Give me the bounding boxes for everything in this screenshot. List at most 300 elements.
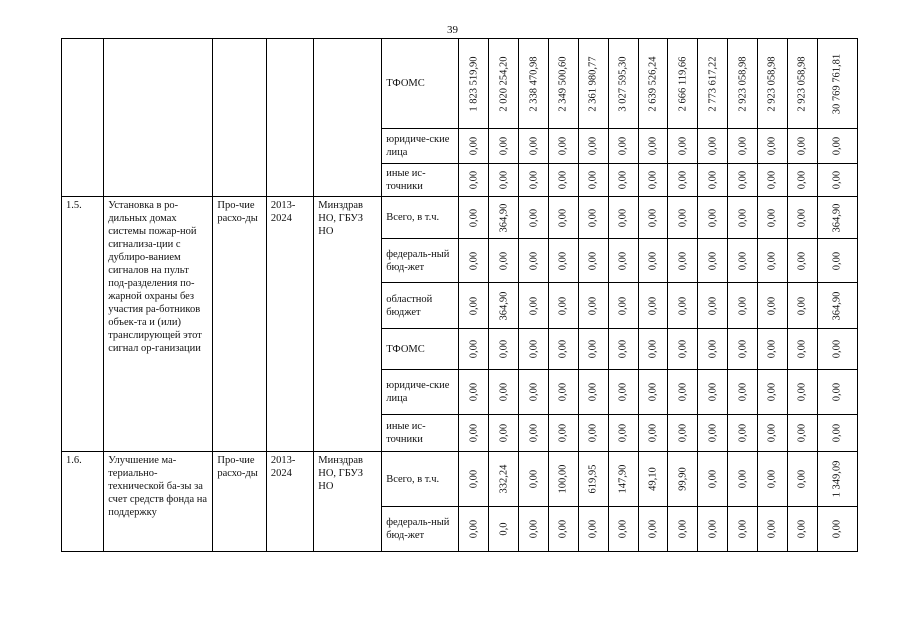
- amount-value: 0,00: [831, 251, 843, 270]
- year-value-cell: [549, 197, 579, 239]
- amount-value: 0,00: [557, 382, 569, 402]
- year-value-cell: [578, 283, 608, 329]
- amount-value: 0,00: [528, 251, 540, 270]
- year-value-cell: [698, 164, 728, 197]
- amount-value: 364,90: [498, 291, 510, 320]
- amount-value: 0,00: [587, 519, 599, 539]
- amount-value: 0,00: [796, 170, 808, 190]
- budget-table: [61, 38, 858, 552]
- year-value-cell: [668, 129, 698, 164]
- year-value-cell: [549, 239, 579, 283]
- total-value-cell: [817, 452, 857, 507]
- amount-value: 0,00: [737, 170, 749, 190]
- year-value-cell: [638, 452, 668, 507]
- amount-value: 0,00: [557, 339, 569, 359]
- year-value-cell: [489, 415, 519, 452]
- amount-value: 0,00: [617, 519, 629, 539]
- amount-value: 3 027 595,30: [617, 55, 629, 112]
- funding-source: иные ис-точники: [382, 415, 459, 452]
- amount-value: 0,00: [617, 170, 629, 190]
- year-value-cell: [728, 370, 758, 415]
- year-value-cell: [698, 197, 728, 239]
- amount-value: 0,00: [528, 519, 540, 539]
- year-value-cell: [489, 39, 519, 129]
- year-value-cell: [519, 39, 549, 129]
- year-value-cell: [549, 415, 579, 452]
- amount-value: 0,00: [647, 519, 659, 539]
- amount-value: 0,00: [677, 208, 689, 227]
- year-value-cell: [608, 197, 638, 239]
- year-value-cell: [758, 39, 788, 129]
- year-value-cell: [758, 197, 788, 239]
- year-value-cell: [758, 129, 788, 164]
- amount-value: 0,00: [707, 382, 719, 402]
- year-value-cell: [489, 329, 519, 370]
- amount-value: 0,00: [766, 382, 778, 402]
- amount-value: 2 338 470,98: [528, 55, 540, 112]
- expense-article: [213, 39, 267, 197]
- year-value-cell: [728, 329, 758, 370]
- year-value-cell: [728, 239, 758, 283]
- amount-value: 0,00: [587, 339, 599, 359]
- amount-value: 0,00: [737, 136, 749, 156]
- year-value-cell: [578, 329, 608, 370]
- amount-value: 0,00: [831, 170, 843, 190]
- year-value-cell: [668, 507, 698, 552]
- amount-value: 2 639 526,24: [647, 55, 659, 112]
- amount-value: 2 923 058,98: [766, 55, 778, 112]
- activity-name: Установка в ро-дильных домах системы пожар-ной сигнализа-ции с дублиро-ванием сигналов на пульт под-разделения по-жарной охраны без участия ра-ботников объек-та и (или) транслирующей этот сигнал ор-ганизации: [104, 197, 213, 452]
- amount-value: 49,10: [647, 467, 659, 491]
- year-value-cell: [459, 283, 489, 329]
- year-value-cell: [787, 164, 817, 197]
- funding-source: Всего, в т.ч.: [382, 197, 459, 239]
- year-value-cell: [608, 415, 638, 452]
- year-value-cell: [489, 507, 519, 552]
- amount-value: 0,00: [831, 423, 843, 443]
- year-value-cell: [698, 370, 728, 415]
- amount-value: 2 349 500,60: [557, 55, 569, 112]
- amount-value: 0,00: [528, 469, 540, 489]
- year-value-cell: [578, 197, 608, 239]
- total-value-cell: [817, 370, 857, 415]
- amount-value: 0,00: [468, 423, 480, 443]
- year-value-cell: [549, 164, 579, 197]
- amount-value: 0,00: [617, 382, 629, 402]
- year-value-cell: [787, 452, 817, 507]
- amount-value: 0,00: [677, 136, 689, 156]
- amount-value: 30 769 761,81: [831, 53, 843, 114]
- year-value-cell: [758, 415, 788, 452]
- total-value-cell: [817, 164, 857, 197]
- amount-value: 0,00: [557, 170, 569, 190]
- amount-value: 0,00: [528, 170, 540, 190]
- year-value-cell: [519, 283, 549, 329]
- amount-value: 0,00: [468, 208, 480, 227]
- year-value-cell: [549, 452, 579, 507]
- year-value-cell: [519, 452, 549, 507]
- activity-name: Улучшение ма-териально-технической ба-зы за счет средств фонда на поддержку: [104, 452, 213, 552]
- amount-value: 0,00: [707, 339, 719, 359]
- amount-value: 0,00: [468, 382, 480, 402]
- year-value-cell: [787, 415, 817, 452]
- amount-value: 0,00: [737, 251, 749, 270]
- amount-value: 0,00: [766, 170, 778, 190]
- year-value-cell: [489, 129, 519, 164]
- amount-value: 0,00: [677, 170, 689, 190]
- expense-article: Про-чие расхо-ды: [213, 197, 267, 452]
- year-value-cell: [608, 283, 638, 329]
- year-value-cell: [549, 39, 579, 129]
- amount-value: 147,90: [617, 464, 629, 494]
- total-value-cell: [817, 39, 857, 129]
- table-row: [62, 197, 858, 239]
- year-value-cell: [698, 283, 728, 329]
- amount-value: 0,00: [677, 251, 689, 270]
- year-value-cell: [489, 239, 519, 283]
- year-value-cell: [608, 507, 638, 552]
- year-value-cell: [519, 415, 549, 452]
- amount-value: 0,00: [796, 423, 808, 443]
- executor: Минздрав НО, ГБУЗ НО: [314, 197, 382, 452]
- year-value-cell: [728, 452, 758, 507]
- amount-value: 0,00: [647, 208, 659, 227]
- year-value-cell: [608, 329, 638, 370]
- year-value-cell: [638, 415, 668, 452]
- table-row: [62, 39, 858, 129]
- year-value-cell: [459, 39, 489, 129]
- year-value-cell: [728, 415, 758, 452]
- amount-value: 0,00: [796, 208, 808, 227]
- amount-value: 0,00: [528, 423, 540, 443]
- amount-value: 0,00: [617, 208, 629, 227]
- amount-value: 0,00: [468, 339, 480, 359]
- amount-value: 0,00: [647, 251, 659, 270]
- amount-value: 0,00: [707, 519, 719, 539]
- year-value-cell: [787, 129, 817, 164]
- year-value-cell: [578, 164, 608, 197]
- year-value-cell: [578, 239, 608, 283]
- amount-value: 0,00: [707, 170, 719, 190]
- executor: [314, 39, 382, 197]
- amount-value: 0,00: [831, 382, 843, 402]
- year-value-cell: [787, 507, 817, 552]
- year-value-cell: [638, 283, 668, 329]
- year-value-cell: [608, 239, 638, 283]
- amount-value: 0,00: [498, 339, 510, 359]
- amount-value: 0,00: [617, 423, 629, 443]
- year-value-cell: [608, 164, 638, 197]
- page-number: 39: [447, 24, 458, 36]
- year-value-cell: [787, 239, 817, 283]
- amount-value: 0,00: [647, 423, 659, 443]
- year-value-cell: [638, 197, 668, 239]
- amount-value: 0,00: [831, 519, 843, 539]
- total-value-cell: [817, 283, 857, 329]
- amount-value: 0,00: [766, 469, 778, 489]
- total-value-cell: [817, 415, 857, 452]
- amount-value: 0,00: [766, 423, 778, 443]
- year-value-cell: [698, 129, 728, 164]
- total-value-cell: [817, 329, 857, 370]
- amount-value: 0,00: [707, 136, 719, 156]
- year-value-cell: [698, 507, 728, 552]
- amount-value: 364,90: [498, 203, 510, 232]
- year-value-cell: [728, 129, 758, 164]
- year-value-cell: [728, 197, 758, 239]
- amount-value: 0,00: [677, 339, 689, 359]
- year-value-cell: [668, 164, 698, 197]
- funding-source: ТФОМС: [382, 329, 459, 370]
- amount-value: 0,00: [677, 519, 689, 539]
- amount-value: 0,00: [737, 296, 749, 315]
- amount-value: 0,00: [737, 423, 749, 443]
- year-value-cell: [698, 415, 728, 452]
- amount-value: 0,00: [737, 469, 749, 489]
- year-value-cell: [758, 452, 788, 507]
- amount-value: 2 361 980,77: [587, 55, 599, 112]
- year-value-cell: [787, 283, 817, 329]
- funding-source: ТФОМС: [382, 39, 459, 129]
- year-value-cell: [549, 129, 579, 164]
- executor: Минздрав НО, ГБУЗ НО: [314, 452, 382, 552]
- table-body: [62, 39, 858, 552]
- amount-value: 0,00: [528, 339, 540, 359]
- year-value-cell: [459, 197, 489, 239]
- year-value-cell: [578, 507, 608, 552]
- amount-value: 0,00: [707, 208, 719, 227]
- amount-value: 0,00: [468, 170, 480, 190]
- year-value-cell: [668, 329, 698, 370]
- year-value-cell: [638, 329, 668, 370]
- year-value-cell: [549, 507, 579, 552]
- amount-value: 0,00: [498, 423, 510, 443]
- amount-value: 0,00: [796, 251, 808, 270]
- year-value-cell: [608, 129, 638, 164]
- amount-value: 0,00: [707, 296, 719, 315]
- year-value-cell: [519, 370, 549, 415]
- year-value-cell: [668, 239, 698, 283]
- item-number: 1.6.: [62, 452, 104, 552]
- year-value-cell: [728, 164, 758, 197]
- amount-value: 0,00: [796, 296, 808, 315]
- amount-value: 0,00: [498, 136, 510, 156]
- year-value-cell: [638, 370, 668, 415]
- year-value-cell: [668, 39, 698, 129]
- year-value-cell: [489, 164, 519, 197]
- amount-value: 0,00: [796, 136, 808, 156]
- amount-value: 0,00: [831, 339, 843, 359]
- amount-value: 2 923 058,98: [737, 55, 749, 112]
- amount-value: 0,00: [557, 136, 569, 156]
- funding-source: юридиче-ские лица: [382, 370, 459, 415]
- amount-value: 0,00: [766, 251, 778, 270]
- total-value-cell: [817, 129, 857, 164]
- amount-value: 0,00: [707, 469, 719, 489]
- amount-value: 0,00: [587, 208, 599, 227]
- item-number: [62, 39, 104, 197]
- amount-value: 0,00: [528, 208, 540, 227]
- amount-value: 332,24: [498, 464, 510, 494]
- amount-value: 0,00: [617, 251, 629, 270]
- amount-value: 0,00: [468, 136, 480, 156]
- funding-source: федераль-ный бюд-жет: [382, 239, 459, 283]
- year-value-cell: [698, 39, 728, 129]
- year-value-cell: [758, 283, 788, 329]
- year-value-cell: [668, 197, 698, 239]
- total-value-cell: [817, 239, 857, 283]
- year-value-cell: [549, 370, 579, 415]
- year-value-cell: [638, 39, 668, 129]
- year-value-cell: [608, 370, 638, 415]
- amount-value: 0,00: [647, 339, 659, 359]
- amount-value: 0,00: [528, 296, 540, 315]
- amount-value: 0,00: [796, 469, 808, 489]
- amount-value: 0,00: [647, 170, 659, 190]
- total-value-cell: [817, 197, 857, 239]
- amount-value: 0,00: [831, 136, 843, 156]
- amount-value: 364,90: [831, 291, 843, 320]
- year-value-cell: [758, 164, 788, 197]
- amount-value: 0,00: [498, 251, 510, 270]
- amount-value: 0,00: [617, 136, 629, 156]
- year-value-cell: [578, 39, 608, 129]
- year-value-cell: [728, 283, 758, 329]
- year-value-cell: [758, 329, 788, 370]
- year-value-cell: [728, 507, 758, 552]
- year-value-cell: [787, 39, 817, 129]
- year-value-cell: [787, 197, 817, 239]
- year-value-cell: [459, 239, 489, 283]
- year-value-cell: [489, 370, 519, 415]
- amount-value: 0,00: [557, 519, 569, 539]
- amount-value: 2 020 254,20: [498, 55, 510, 112]
- year-value-cell: [459, 164, 489, 197]
- amount-value: 1 349,09: [831, 460, 843, 498]
- amount-value: 0,00: [587, 423, 599, 443]
- amount-value: 0,00: [557, 296, 569, 315]
- amount-value: 1 823 519,90: [468, 55, 480, 112]
- table-row: [62, 452, 858, 507]
- year-value-cell: [787, 370, 817, 415]
- amount-value: 0,00: [677, 296, 689, 315]
- amount-value: 0,00: [528, 382, 540, 402]
- year-value-cell: [698, 452, 728, 507]
- year-value-cell: [758, 239, 788, 283]
- year-value-cell: [608, 39, 638, 129]
- amount-value: 0,00: [587, 136, 599, 156]
- amount-value: 100,00: [557, 464, 569, 494]
- amount-value: 0,00: [468, 519, 480, 539]
- amount-value: 0,00: [468, 469, 480, 489]
- amount-value: 0,00: [498, 382, 510, 402]
- year-value-cell: [519, 507, 549, 552]
- amount-value: 0,00: [468, 296, 480, 315]
- year-value-cell: [489, 197, 519, 239]
- amount-value: 0,00: [766, 136, 778, 156]
- year-value-cell: [608, 452, 638, 507]
- amount-value: 0,00: [617, 339, 629, 359]
- funding-source: областной бюджет: [382, 283, 459, 329]
- year-value-cell: [519, 329, 549, 370]
- year-value-cell: [787, 329, 817, 370]
- year-value-cell: [758, 370, 788, 415]
- year-value-cell: [578, 129, 608, 164]
- amount-value: 0,00: [587, 296, 599, 315]
- year-value-cell: [578, 370, 608, 415]
- amount-value: 2 773 617,22: [707, 55, 719, 112]
- year-value-cell: [459, 415, 489, 452]
- amount-value: 0,00: [557, 208, 569, 227]
- year-value-cell: [519, 164, 549, 197]
- amount-value: 2 923 058,98: [796, 55, 808, 112]
- year-value-cell: [728, 39, 758, 129]
- amount-value: 0,00: [677, 423, 689, 443]
- amount-value: 0,00: [587, 382, 599, 402]
- year-value-cell: [758, 507, 788, 552]
- amount-value: 0,00: [677, 382, 689, 402]
- year-value-cell: [668, 452, 698, 507]
- year-value-cell: [698, 239, 728, 283]
- amount-value: 0,00: [796, 382, 808, 402]
- amount-value: 0,00: [498, 170, 510, 190]
- amount-value: 364,90: [831, 203, 843, 232]
- year-value-cell: [489, 452, 519, 507]
- year-value-cell: [638, 507, 668, 552]
- amount-value: 0,00: [766, 208, 778, 227]
- amount-value: 0,0: [498, 522, 510, 536]
- year-value-cell: [459, 129, 489, 164]
- year-value-cell: [668, 370, 698, 415]
- amount-value: 0,00: [737, 519, 749, 539]
- amount-value: 0,00: [587, 170, 599, 190]
- year-value-cell: [549, 283, 579, 329]
- amount-value: 0,00: [707, 251, 719, 270]
- year-value-cell: [519, 129, 549, 164]
- year-value-cell: [668, 415, 698, 452]
- item-number: 1.5.: [62, 197, 104, 452]
- year-value-cell: [698, 329, 728, 370]
- year-value-cell: [549, 329, 579, 370]
- year-value-cell: [519, 239, 549, 283]
- year-value-cell: [489, 283, 519, 329]
- amount-value: 2 666 119,66: [677, 56, 689, 111]
- amount-value: 0,00: [737, 208, 749, 227]
- amount-value: 99,90: [677, 467, 689, 491]
- amount-value: 0,00: [617, 296, 629, 315]
- implementation-period: 2013-2024: [266, 452, 313, 552]
- amount-value: 0,00: [737, 382, 749, 402]
- year-value-cell: [638, 239, 668, 283]
- funding-source: Всего, в т.ч.: [382, 452, 459, 507]
- implementation-period: 2013-2024: [266, 197, 313, 452]
- amount-value: 0,00: [796, 339, 808, 359]
- total-value-cell: [817, 507, 857, 552]
- amount-value: 0,00: [587, 251, 599, 270]
- amount-value: 0,00: [796, 519, 808, 539]
- funding-source: федераль-ный бюд-жет: [382, 507, 459, 552]
- amount-value: 0,00: [528, 136, 540, 156]
- funding-source: иные ис-точники: [382, 164, 459, 197]
- activity-name: [104, 39, 213, 197]
- amount-value: 0,00: [766, 339, 778, 359]
- funding-source: юридиче-ские лица: [382, 129, 459, 164]
- year-value-cell: [459, 329, 489, 370]
- year-value-cell: [638, 129, 668, 164]
- year-value-cell: [519, 197, 549, 239]
- amount-value: 619,95: [587, 464, 599, 494]
- year-value-cell: [578, 452, 608, 507]
